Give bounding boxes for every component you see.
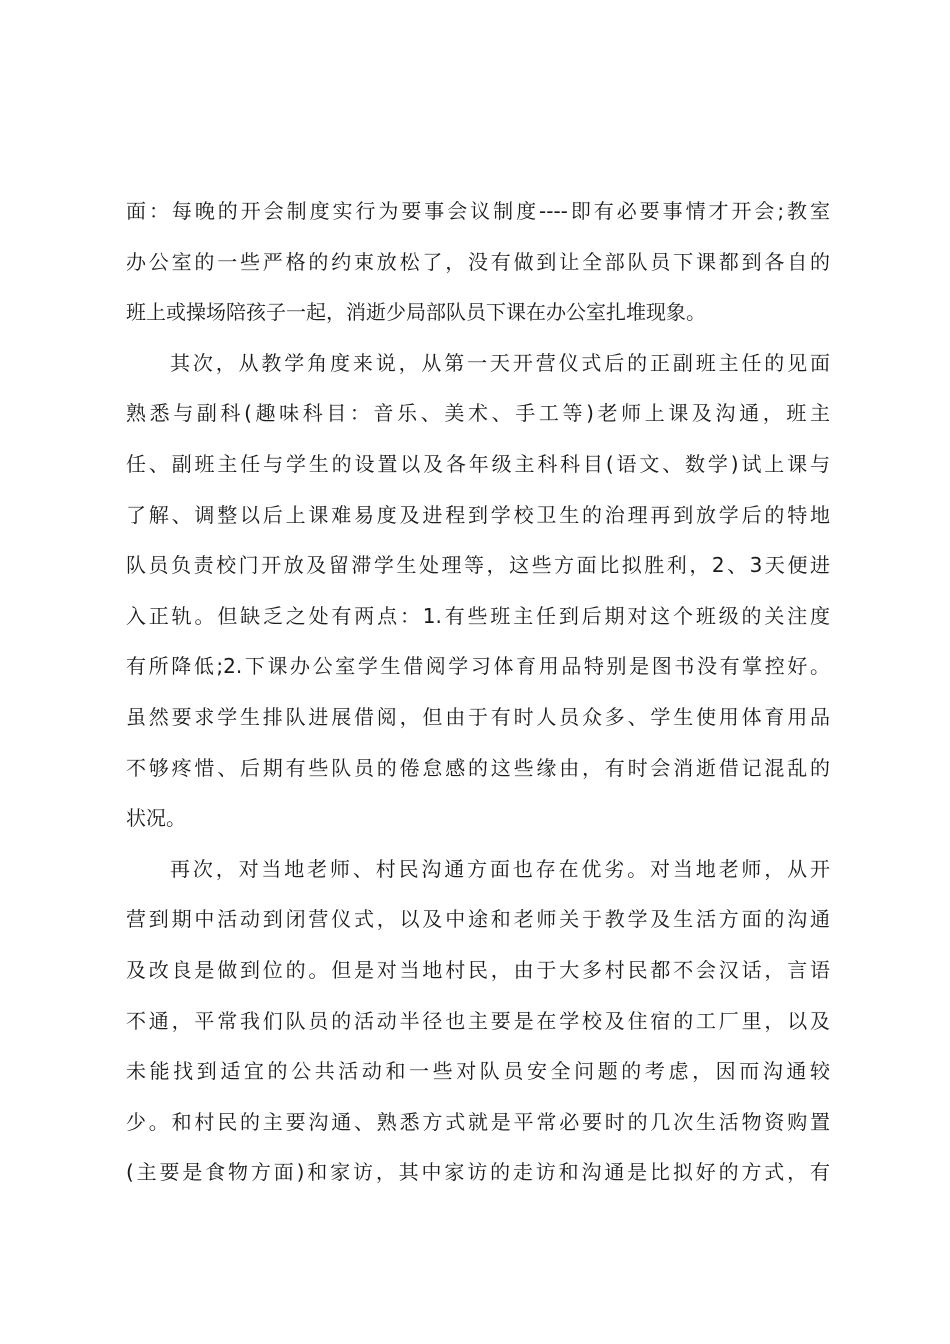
text-line: 营到期中活动到闭营仪式，以及中途和老师关于教学及生活方面的沟通 [126,907,830,932]
text-line: 了解、调整以后上课难易度及进程到学校卫生的治理再到放学后的特地 [126,502,830,527]
text-line: (主要是食物方面)和家访，其中家访的走访和沟通是比拟好的方式，有 [126,1160,830,1185]
paragraph-first-line: 其次，从教学角度来说，从第一天开营仪式后的正副班主任的见面 [170,350,830,375]
text-line: 少。和村民的主要沟通、熟悉方式就是平常必要时的几次生活物资购置 [126,1109,830,1134]
body-text [126,186,830,1198]
paragraph-first-line: 再次，对当地老师、村民沟通方面也存在优劣。对当地老师，从开 [170,856,830,881]
text-line: 虽然要求学生排队进展借阅，但由于有时人员众多、学生使用体育用品 [126,704,830,729]
text-line: 状况。 [126,806,186,831]
text-line: 队员负责校门开放及留滞学生处理等，这些方面比拟胜利，2、3天便进 [126,553,830,578]
text-line: 熟悉与副科(趣味科目：音乐、美术、手工等)老师上课及沟通，班主 [126,401,830,426]
text-line: 办公室的一些严格的约束放松了，没有做到让全部队员下课都到各自的 [126,249,830,274]
text-line: 未能找到适宜的公共活动和一些对队员安全问题的考虑，因而沟通较 [126,1059,830,1084]
text-line: 班上或操场陪孩子一起，消逝少局部队员下课在办公室扎堆现象。 [126,300,706,325]
text-line: 不够疼惜、后期有些队员的倦怠感的这些缘由，有时会消逝借记混乱的 [126,755,830,780]
text-line: 有所降低;2.下课办公室学生借阅学习体育用品特别是图书没有掌控好。 [126,654,830,679]
text-line: 不通，平常我们队员的活动半径也主要是在学校及住宿的工厂里，以及 [126,1008,830,1033]
text-line: 入正轨。但缺乏之处有两点：1.有些班主任到后期对这个班级的关注度 [126,603,830,628]
text-line: 面：每晚的开会制度实行为要事会议制度----即有必要事情才开会;教室 [126,199,830,223]
text-line: 任、副班主任与学生的设置以及各年级主科科目(语文、数学)试上课与 [126,451,830,476]
text-line: 及改良是做到位的。但是对当地村民，由于大多村民都不会汉话，言语 [126,957,830,982]
